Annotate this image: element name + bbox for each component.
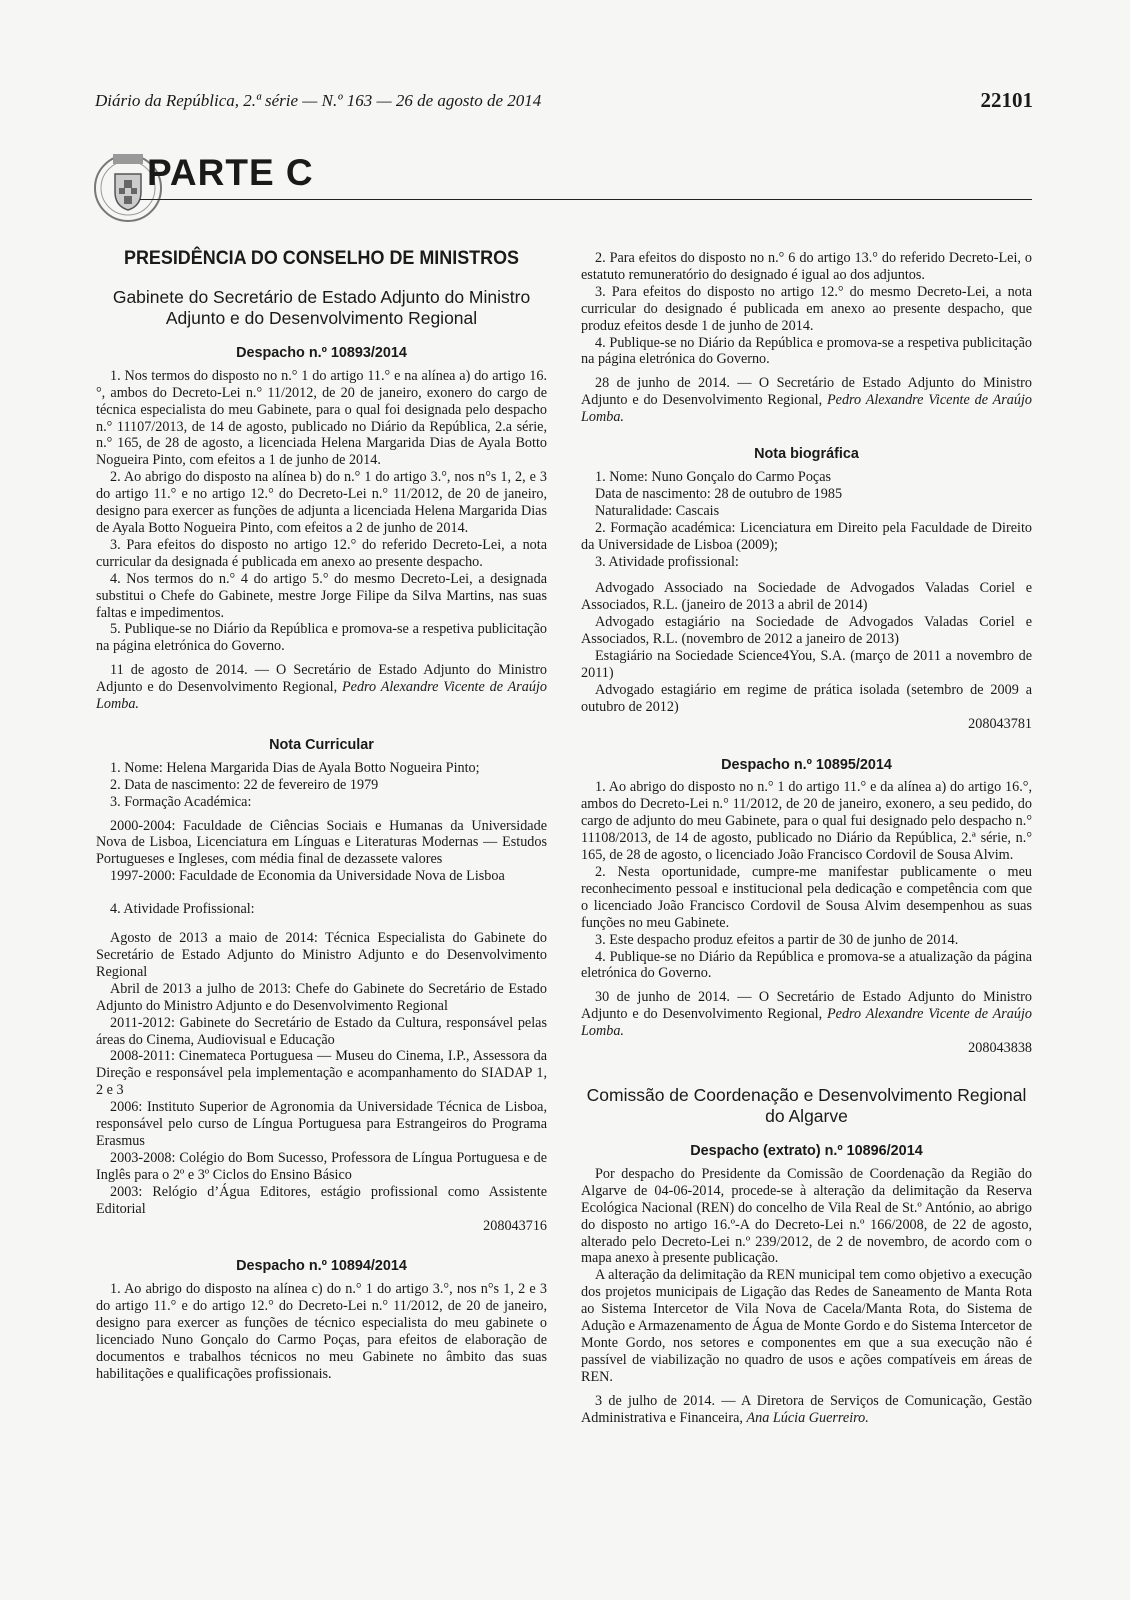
paragraph: 4. Publique-se no Diário da República e promova-se a atualização da página eletrónica do Governo.	[581, 948, 1032, 982]
paragraph: 1. Ao abrigo do disposto na alínea c) do n.° 1 do artigo 3.°, nos n°s 1, 2 e 3 do artigo 11.° e do artigo 12.° do Decreto-Lei n.° 11/2012, de 20 de janeiro, designo para exercer as funções de técnico especialista do meu gabinete o licenciado Nuno Gonçalo do Carmo Poças, para efeitos de elaboração de documentos e trabalhos técnicos no meu Gabinete no âmbito das suas habilitações e qualificações profissionais.	[96, 1281, 547, 1382]
despacho-title: Despacho n.º 10895/2014	[721, 756, 892, 773]
signer-name: Ana Lúcia Guerreiro.	[746, 1409, 869, 1426]
list-item: Data de nascimento: 28 de outubro de 1985	[595, 485, 843, 502]
part-divider	[140, 199, 1032, 200]
paragraph: 4. Publique-se no Diário da República e promova-se a respetiva publicitação na página eletrónica do Governo.	[581, 334, 1032, 368]
list-item: Abril de 2013 a julho de 2013: Chefe do Gabinete do Secretário de Estado Adjunto do Ministro Adjunto e do Desenvolvimento Regional	[96, 980, 547, 1014]
paragraph: 5. Publique-se no Diário da República e promova-se a respetiva publicitação na página eletrónica do Governo.	[96, 621, 547, 655]
paragraph: 2. Nesta oportunidade, cumpre-me manifestar publicamente o meu reconhecimento pessoal e institucional pela dedicação e competência com que o licenciado João Francisco Cordovil de Sousa Alvim desempenhou as suas funções no meu Gabinete.	[581, 864, 1032, 931]
list-item: Advogado estagiário na Sociedade de Advogados Valadas Coriel e Associados, R.L. (novembro de 2012 a janeiro de 2013)	[581, 614, 1032, 648]
publication-header: Diário da República, 2.ª série — N.º 163 — 26 de agosto de 2014	[95, 91, 542, 110]
list-heading: 4. Atividade Profissional:	[110, 901, 255, 918]
list-item: Advogado Associado na Sociedade de Advogados Valadas Coriel e Associados, R.L. (janeiro de 2013 a abril de 2014)	[581, 580, 1032, 614]
paragraph: 4. Nos termos do n.° 4 do artigo 5.° do mesmo Decreto-Lei, a designada substitui o Chefe do Gabinete, mestre Jorge Filipe da Silva Martins, nas suas faltas e impedimentos.	[96, 570, 547, 621]
paragraph: 3. Para efeitos do disposto no artigo 12.° do mesmo Decreto-Lei, a nota curricular do designado é publicada em anexo ao presente despacho, que produz efeitos desde 1 de junho de 2014.	[581, 283, 1032, 334]
list-item: 1997-2000: Faculdade de Economia da Universidade Nova de Lisboa	[110, 868, 505, 885]
list-item: 2003: Relógio d’Água Editores, estágio profissional como Assistente Editorial	[96, 1183, 547, 1217]
paragraph: 3. Para efeitos do disposto no artigo 12.° do referido Decreto-Lei, a nota curricular da designada é publicada em anexo ao presente despacho.	[96, 536, 547, 570]
page-number: 22101	[980, 88, 1033, 112]
signature-line: 11 de agosto de 2014. — O Secretário de Estado Adjunto do Ministro Adjunto e do Desenvolvimento Regional, Pedro Alexandre Vicente de Araújo Lomba.	[96, 662, 547, 713]
reference-number: 208043716	[483, 1217, 547, 1234]
paragraph: 3. Este despacho produz efeitos a partir de 30 de junho de 2014.	[595, 931, 959, 948]
list-item: 2. Data de nascimento: 22 de fevereiro de 1979	[110, 776, 379, 793]
list-item: 1. Nome: Nuno Gonçalo do Carmo Poças	[595, 468, 832, 485]
paragraph: 2. Para efeitos do disposto no n.° 6 do artigo 13.° do referido Decreto-Lei, o estatuto remuneratório do designado é igual ao dos adjuntos.	[581, 250, 1032, 283]
part-title: PARTE C	[147, 152, 314, 193]
signer-name: Pedro Alexandre Vicente de Araújo Lomba.	[581, 392, 1032, 426]
signer-name: Pedro Alexandre Vicente de Araújo Lomba.	[581, 1006, 1032, 1040]
list-item: Naturalidade: Cascais	[595, 502, 720, 519]
left-column	[96, 247, 547, 1383]
list-item: 3. Formação Académica:	[110, 793, 252, 810]
paragraph: A alteração da delimitação da REN municipal tem como objetivo a execução dos projetos municipais de Ligação das Redes de Saneamento de Manta Rota ao Sistema Intercetor de Vila Nova de Cacela/Manta Rota, do Sistema de Adução e Armazenamento de Água de Monte Gordo e do Sistema Intercetor de Monte Gordo, nos setores e componentes em que a sua execução não é passível de viabilização no quadro de usos e ações compatíveis em áreas de REN.	[581, 1267, 1032, 1385]
despacho-title: Despacho n.º 10894/2014	[236, 1258, 407, 1275]
list-item: Advogado estagiário em regime de prática isolada (setembro de 2009 a outubro de 2012)	[581, 681, 1032, 715]
section-title: Nota biográfica	[754, 446, 859, 463]
list-item: 1. Nome: Helena Margarida Dias de Ayala Botto Nogueira Pinto;	[110, 759, 480, 776]
paragraph: 1. Nos termos do disposto no n.° 1 do artigo 11.° e na alínea a) do artigo 16.°, ambos do Decreto-Lei n.° 11/2012, de 20 de janeiro, exonero do cargo de técnica especialista do meu Gabinete, para o qual foi designada pelo despacho n.° 11107/2013, de 14 de agosto, publicado no Diário da República, 2.a série, n.° 165, de 28 de agosto, a licenciada Helena Margarida Dias de Ayala Botto Nogueira Pinto, com efeitos a 1 de junho de 2014.	[96, 367, 547, 469]
paragraph: Por despacho do Presidente da Comissão de Coordenação da Região do Algarve de 04-06-2014, procede-se à alteração da delimitação da Reserva Ecológica Nacional (REN) do concelho de Vila Real de St.º António, ao abrigo do disposto no artigo 16.º-A do Decreto-Lei n.º 166/2008, de 22 de agosto, alterado pelo Decreto-Lei n.º 239/2012, de 2 de novembro, de acordo com o mapa anexo à presente publicação.	[581, 1165, 1032, 1267]
ministry-heading: PRESIDÊNCIA DO CONSELHO DE MINISTROS	[123, 247, 520, 269]
list-item: Agosto de 2013 a maio de 2014: Técnica Especialista do Gabinete do Secretário de Estado Adjunto do Ministro Adjunto e do Desenvolvimento Regional	[96, 930, 547, 980]
signature-line: 3 de julho de 2014. — A Diretora de Serviços de Comunicação, Gestão Administrativa e Financeira, Ana Lúcia Guerreiro.	[581, 1392, 1032, 1426]
despacho-title: Despacho (extrato) n.º 10896/2014	[690, 1142, 923, 1159]
paragraph: 2. Ao abrigo do disposto na alínea b) do n.° 1 do artigo 3.°, nos n°s 1, 2, e 3 do artigo 11.° e no artigo 12.° do Decreto-Lei n.° 11/2012, de 20 de janeiro, designo para exercer as funções de adjunta a licenciada Helena Margarida Dias de Ayala Botto Nogueira Pinto, com efeitos a 2 de junho de 2014.	[96, 469, 547, 536]
list-item: 2008-2011: Cinemateca Portuguesa — Museu do Cinema, I.P., Assessora da Direção e responsável pela implementação e acompanhamento do SIADAP 1, 2 e 3	[96, 1048, 547, 1099]
list-item: 2000-2004: Faculdade de Ciências Sociais e Humanas da Universidade Nova de Lisboa, Licenciatura em Línguas e Literaturas Modernas — Estudos Portugueses e Ingleses, com média final de dezassete valores	[96, 817, 547, 868]
paragraph: 1. Ao abrigo do disposto no n.° 1 do artigo 11.° e da alínea a) do artigo 16.°, ambos do Decreto-Lei n.° 11/2012, de 20 de janeiro, exonero, a seu pedido, do cargo de adjunto do meu Gabinete, para o qual fui designado pelo despacho n.° 11108/2013, de 14 de agosto, publicado no Diário da República, 2.ª série, n.° 165, de 28 de agosto, o licenciado João Francisco Cordovil de Sousa Alvim.	[581, 779, 1032, 864]
department-heading: Gabinete do Secretário de Estado Adjunto do Ministro Adjunto e do Desenvolvimento Regional	[112, 286, 531, 328]
list-item: 2011-2012: Gabinete do Secretário de Estado da Cultura, responsável pelas áreas do Cinema, Audiovisual e Educação	[96, 1014, 547, 1048]
list-item: Estagiário na Sociedade Science4You, S.A. (março de 2011 a novembro de 2011)	[581, 648, 1032, 681]
list-item: 2003-2008: Colégio do Bom Sucesso, Professora de Língua Portuguesa e de Inglês para o 2º e 3º Ciclos do Ensino Básico	[96, 1149, 547, 1183]
list-heading: 3. Atividade profissional:	[595, 553, 739, 570]
reference-number: 208043838	[968, 1040, 1032, 1057]
section-title: Nota Curricular	[269, 736, 374, 753]
reference-number: 208043781	[968, 715, 1032, 732]
despacho-title: Despacho n.º 10893/2014	[236, 344, 407, 361]
signature-line: 28 de junho de 2014. — O Secretário de Estado Adjunto do Ministro Adjunto e do Desenvolvimento Regional, Pedro Alexandre Vicente de Araújo Lomba.	[581, 375, 1032, 426]
list-item: 2. Formação académica: Licenciatura em Direito pela Faculdade de Direito da Universidade de Lisboa (2009);	[581, 519, 1032, 553]
department-heading: Comissão de Coordenação e Desenvolvimento Regional do Algarve	[586, 1084, 1027, 1126]
right-column	[581, 250, 1032, 1426]
signature-line: 30 de junho de 2014. — O Secretário de Estado Adjunto do Ministro Adjunto e do Desenvolvimento Regional, Pedro Alexandre Vicente de Araújo Lomba.	[581, 989, 1032, 1040]
list-item: 2006: Instituto Superior de Agronomia da Universidade Técnica de Lisboa, responsável pelo curso de Língua Portuguesa para Estrangeiros do Programa Erasmus	[96, 1099, 547, 1149]
signer-name: Pedro Alexandre Vicente de Araújo Lomba.	[96, 679, 547, 713]
